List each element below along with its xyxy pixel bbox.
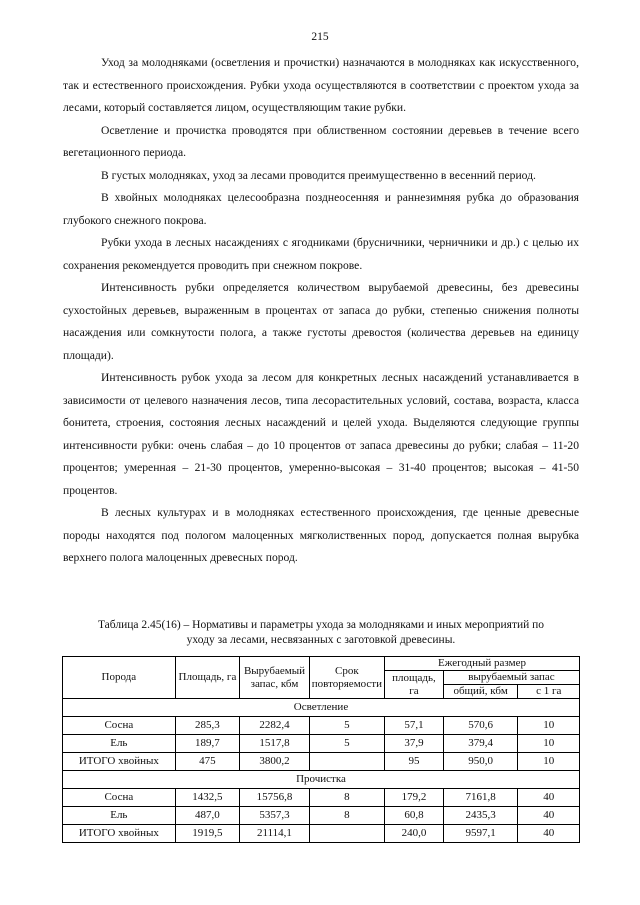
table-cell: 1432,5: [175, 789, 239, 807]
table-cell: 570,6: [443, 717, 518, 735]
table-cell: 240,0: [385, 825, 444, 843]
table-cell: 379,4: [443, 735, 518, 753]
table-cell: 5: [309, 717, 384, 735]
table-cell: 95: [385, 753, 444, 771]
section-row: [63, 699, 580, 717]
table-cell: 1919,5: [175, 825, 239, 843]
table-cell: 40: [518, 825, 580, 843]
table-cell: 189,7: [175, 735, 239, 753]
table-cell: ИТОГО хвойных: [63, 753, 176, 771]
table-cell: 40: [518, 807, 580, 825]
section-title: Осветление: [63, 699, 580, 717]
table-cell: 5357,3: [240, 807, 310, 825]
table-row: [63, 825, 580, 843]
table-caption: [63, 618, 579, 648]
table-caption-line: уходу за лесами, несвязанных с заготовкой древесины.: [186, 634, 456, 646]
header-per-ha: с 1 га: [518, 685, 580, 699]
table-cell: Сосна: [63, 717, 176, 735]
table-row: [63, 735, 580, 753]
header-total-kbm: общий, кбм: [443, 685, 518, 699]
table-cell: 21114,1: [240, 825, 310, 843]
header-cut-stock: Вырубаемый запас, кбм: [240, 657, 310, 699]
table-cell: 2435,3: [443, 807, 518, 825]
table-cell: 60,8: [385, 807, 444, 825]
table-cell: 8: [309, 789, 384, 807]
table-cell: Ель: [63, 807, 176, 825]
table-row: [63, 753, 580, 771]
paragraph: В хвойных молодняках целесообразна позднеосенняя и раннезимняя рубка до образования глубокого снежного покрова.: [63, 191, 579, 227]
table-row: [63, 717, 580, 735]
table-cell: 9597,1: [443, 825, 518, 843]
table-cell: 2282,4: [240, 717, 310, 735]
section-row: [63, 771, 580, 789]
table-cell: ИТОГО хвойных: [63, 825, 176, 843]
table-cell: 10: [518, 753, 580, 771]
table-cell: Ель: [63, 735, 176, 753]
table-cell: 15756,8: [240, 789, 310, 807]
table-row: [63, 789, 580, 807]
table-cell: 8: [309, 807, 384, 825]
header-annual-size: Ежегодный размер: [385, 657, 580, 671]
table-cell: 487,0: [175, 807, 239, 825]
header-annual-cut-stock: вырубаемый запас: [443, 671, 579, 685]
table-cell: 3800,2: [240, 753, 310, 771]
table-cell: 5: [309, 735, 384, 753]
table-body: [63, 699, 580, 843]
table-cell: 10: [518, 735, 580, 753]
paragraph: В густых молодняках, уход за лесами проводится преимущественно в весенний период.: [101, 168, 536, 182]
header-area: Площадь, га: [175, 657, 239, 699]
table-cell: 57,1: [385, 717, 444, 735]
table-cell: Сосна: [63, 789, 176, 807]
table-cell: [309, 753, 384, 771]
table-cell: 40: [518, 789, 580, 807]
paragraph: Уход за молодняками (осветления и прочистки) назначаются в молодняках как искусственного, так и естественного происхождения. Рубки ухода осуществляются в соответствии с проектом ухода за лесами, который составляется лицом, осуществляющим такие рубки.: [63, 56, 579, 114]
paragraph: Рубки ухода в лесных насаждениях с ягодниками (брусничники, черничники и др.) с целью их сохранения рекомендуется проводить при снежном покрове.: [63, 236, 579, 272]
table-cell: 475: [175, 753, 239, 771]
table-row: [63, 807, 580, 825]
norms-table: [62, 656, 580, 843]
table-cell: 950,0: [443, 753, 518, 771]
table-cell: 1517,8: [240, 735, 310, 753]
table-cell: 179,2: [385, 789, 444, 807]
table-caption-line: Таблица 2.45(16) – Нормативы и параметры ухода за молодняками и иных мероприятий по: [97, 619, 545, 631]
table-header: [63, 657, 580, 699]
header-repeat-term: Срок повторяемости: [309, 657, 384, 699]
table-cell: [309, 825, 384, 843]
body-text: [63, 52, 579, 570]
table-cell: 285,3: [175, 717, 239, 735]
page-number: 215: [311, 31, 329, 43]
paragraph: В лесных культурах и в молодняках естественного происхождения, где ценные древесные породы находятся под пологом малоценных мягколиственных пород, допускается полная вырубка верхнего полога малоценных древесных пород.: [63, 506, 579, 564]
paragraph: Осветление и прочистка проводятся при облиственном состоянии деревьев в течение всего вегетационного периода.: [63, 123, 579, 159]
paragraph: Интенсивность рубок ухода за лесом для конкретных лесных насаждений устанавливается в зависимости от целевого назначения лесов, типа лесорастительных условий, состава, возраста, класса бонитета, строения, состояния лесных насаждений и целей ухода. Выделяются следующие группы интенсивности рубки: очень слабая – до 10 процентов от запаса древесины до рубки; слабая – 11-20 процентов; умеренная – 21-30 процентов, умеренно-высокая – 31-40 процентов; высокая – 41-50 процентов.: [63, 371, 579, 497]
table-cell: 10: [518, 717, 580, 735]
table-cell: 7161,8: [443, 789, 518, 807]
header-breed: Порода: [63, 657, 176, 699]
section-title: Прочистка: [63, 771, 580, 789]
header-annual-area: площадь, га: [385, 671, 444, 699]
paragraph: Интенсивность рубки определяется количеством вырубаемой древесины, без древесины сухостойных деревьев, выраженным в процентах от запаса до рубки, степенью снижения полноты насаждения или сомкнутости полога, а также густоты древостоя (количества деревьев на единицу площади).: [63, 281, 579, 362]
table-cell: 37,9: [385, 735, 444, 753]
